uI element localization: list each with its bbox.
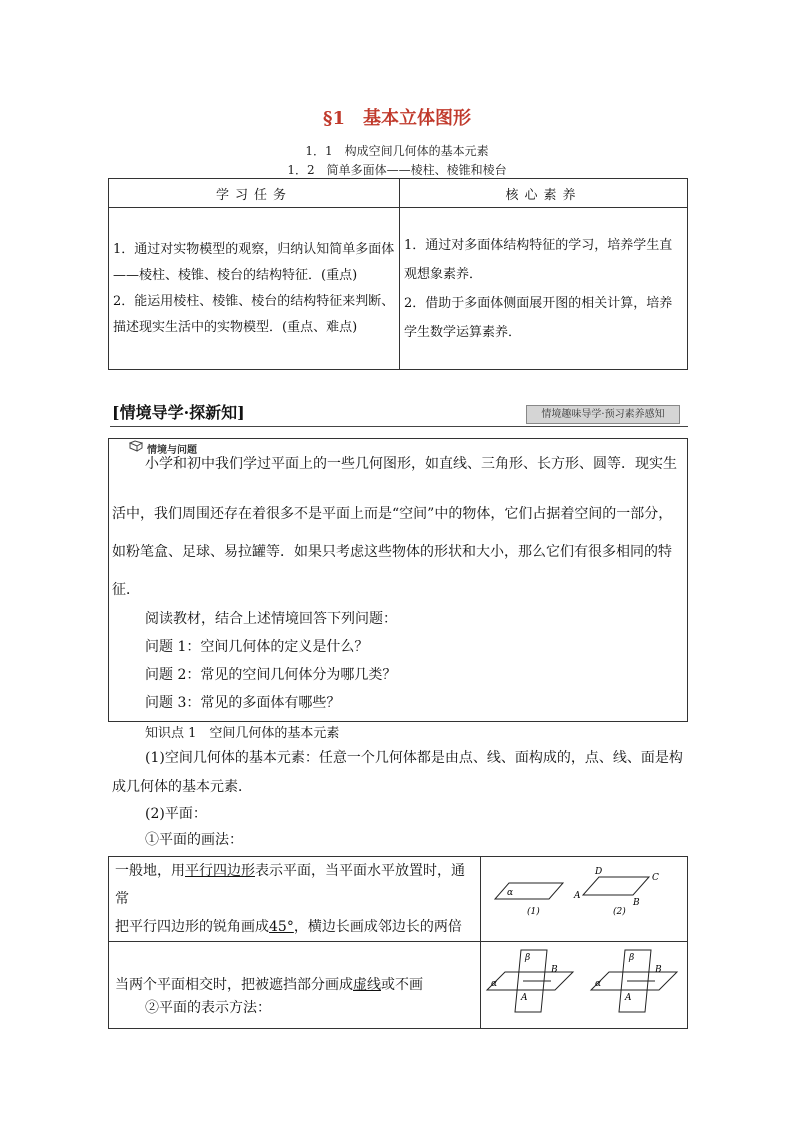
task-cell (109, 208, 400, 370)
rule1-underline-parallelogram: 平行四边形 (185, 863, 255, 879)
rule2-underline-dashed: 虚线 (353, 977, 381, 993)
book-icon (129, 440, 143, 452)
fig2-D: D (595, 867, 603, 877)
fig4-A: A (625, 993, 632, 1003)
knowledge-item-2: (2)平面： (145, 806, 207, 822)
task-item-2: 2．能运用棱柱、棱锥、棱台的结构特征来判断、描述现实生活中的实物模型．(重点、难点) (113, 293, 395, 335)
rule1-text-d: ，横边长画成邻边长的两倍 (293, 919, 462, 935)
fig4-alpha: α (595, 979, 602, 989)
literacy-item-1: 1．通过对多面体结构特征的学习，培养学生直观想象素养． (404, 237, 673, 282)
parallelogram-figure (481, 865, 687, 923)
plane-figure-1-cell (481, 857, 688, 942)
subtitle-2: 1．2 简单多面体——棱柱、棱锥和棱台 (287, 163, 507, 177)
fig3-A: A (521, 993, 528, 1003)
page-title: §1 基本立体图形 (323, 108, 471, 129)
plane-rule-1 (109, 857, 481, 942)
situation-line-2: 活中，我们周围还存在着很多不是平面上而是“空间”中的物体，它们占据着空间的一部分， (112, 506, 673, 522)
task-item-1: 1．通过对实物模型的观察，归纳认知简单多面体——棱柱、棱锥、棱台的结构特征．(重点) (113, 241, 395, 283)
fig3-alpha: α (491, 979, 498, 989)
fig4-beta: β (629, 953, 635, 963)
knowledge-point-title: 知识点 1 空间几何体的基本元素 (145, 726, 340, 741)
core-literacy-header: 核心素养 (400, 179, 688, 208)
knowledge-item-1b: 成几何体的基本元素． (112, 779, 252, 795)
situation-label: 情境与问题 (147, 445, 197, 456)
rule1-text-c: 把平行四边形的锐角画成 (115, 919, 269, 935)
literacy-cell (400, 208, 688, 370)
fig1-caption: (1) (527, 907, 540, 917)
section-title: [情境导学·探新知] (112, 403, 245, 422)
rule1-underline-angle: 45° (269, 919, 294, 935)
instruction: 阅读教材，结合上述情境回答下列问题： (145, 611, 397, 627)
question-3: 问题 3：常见的多面体有哪些？ (145, 695, 341, 711)
rule2-text-a: 当两个平面相交时，把被遮挡部分画成 (115, 977, 353, 993)
fig2-C: C (652, 873, 659, 883)
fig2-B: B (633, 898, 640, 908)
situation-line-4: 征． (112, 582, 140, 598)
question-2: 问题 2：常见的空间几何体分为哪几类？ (145, 667, 397, 683)
knowledge-item-2-1: ①平面的画法： (145, 832, 243, 848)
rule1-text-b: 表示平面，当平面水平放置时，通常 (115, 863, 465, 907)
fig4-B: B (655, 965, 662, 975)
question-1: 问题 1：空间几何体的定义是什么？ (145, 639, 369, 655)
rule1-text-a: 一般地，用 (115, 863, 185, 879)
fig1-alpha: α (507, 888, 514, 898)
knowledge-item-1a: (1)空间几何体的基本元素：任意一个几何体都是由点、线、面构成的，点、线、面是构 (145, 750, 683, 766)
section-tag: 情境趣味导学·预习素养感知 (526, 405, 680, 424)
fig2-caption: (2) (613, 907, 626, 917)
rule2-text-b: 或不画 (381, 977, 423, 993)
intersecting-planes-figure (481, 942, 687, 1018)
subtitle-1: 1．1 构成空间几何体的基本元素 (305, 144, 489, 158)
literacy-item-2: 2．借助于多面体侧面展开图的相关计算，培养学生数学运算素养． (404, 295, 673, 340)
knowledge-item-2-2: ②平面的表示方法： (145, 1000, 271, 1016)
situation-line-1: 小学和初中我们学过平面上的一些几何图形，如直线、三角形、长方形、圆等．现实生 (145, 456, 677, 472)
fig2-A: A (574, 891, 581, 901)
fig3-B: B (551, 965, 558, 975)
plane-figure-2-cell (481, 942, 688, 1029)
fig3-beta: β (525, 953, 531, 963)
situation-line-3: 如粉笔盒、足球、易拉罐等．如果只考虑这些物体的形状和大小，那么它们有很多相同的特 (112, 544, 672, 560)
learning-task-table (108, 178, 688, 370)
task-header: 学习任务 (109, 179, 400, 208)
